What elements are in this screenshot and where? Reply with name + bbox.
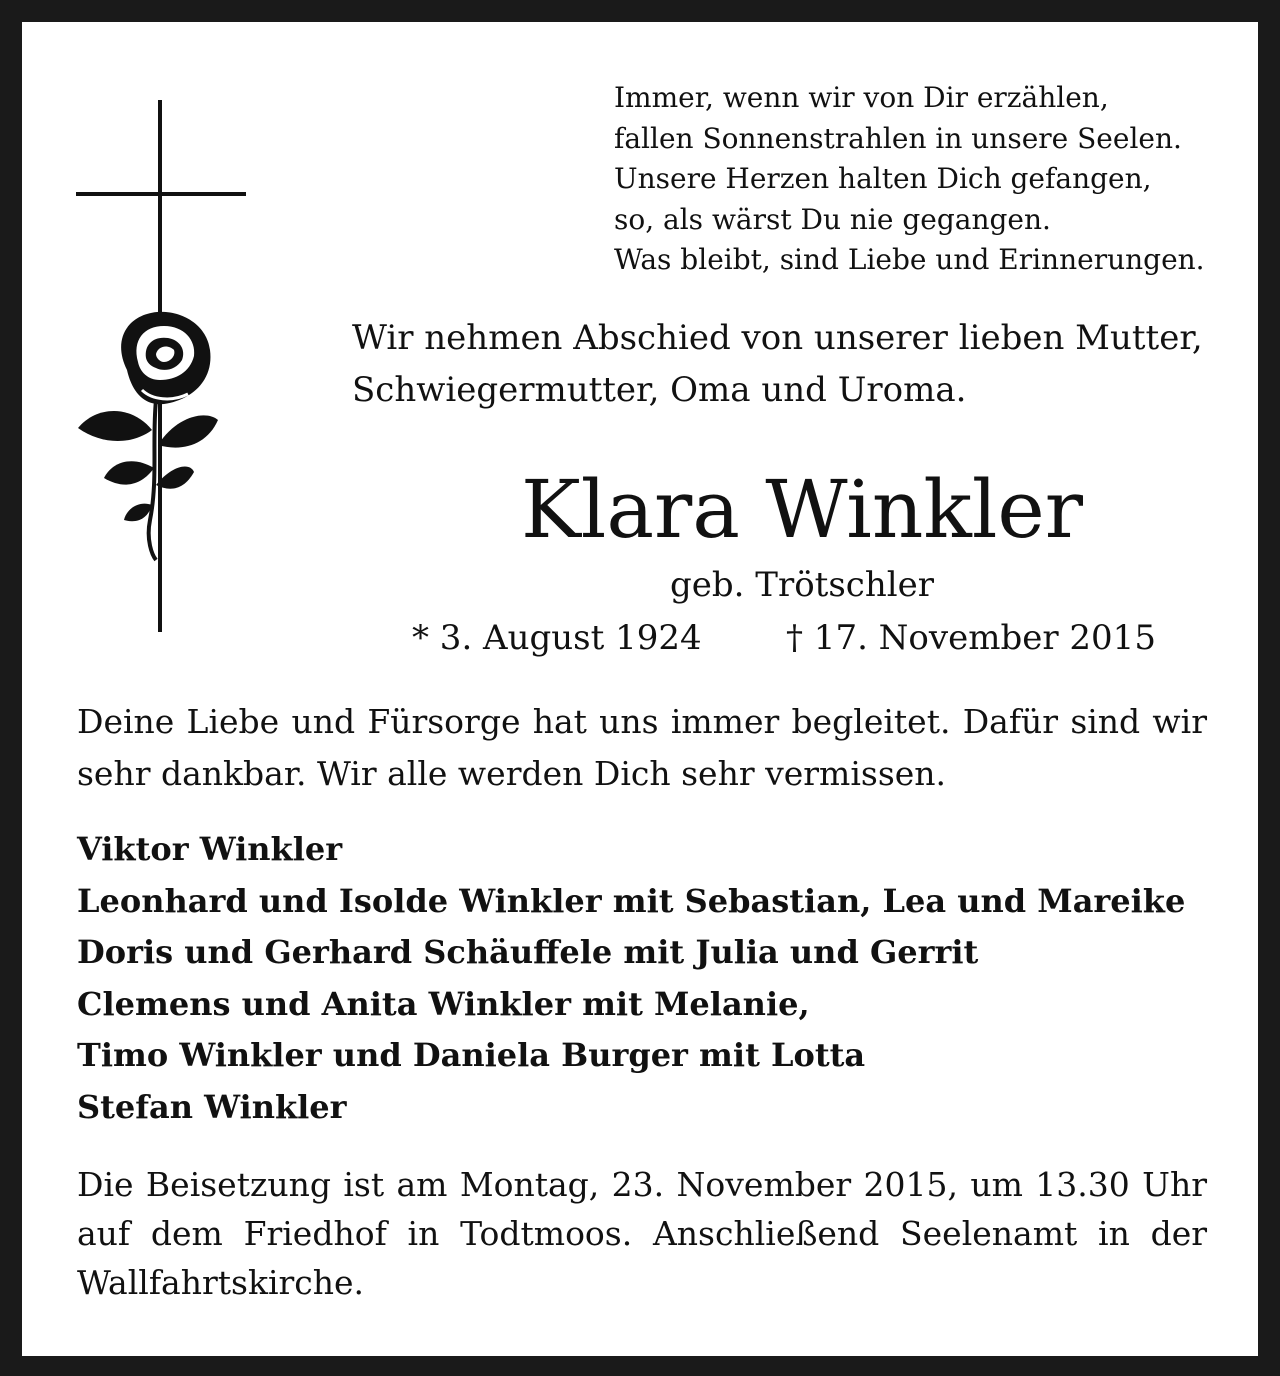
family-list (77, 824, 1217, 1133)
birth-name: geb. Trötschler (670, 565, 934, 605)
burial-info: Die Beisetzung ist am Montag, 23. November 2015, um 13.30 Uhr auf dem Friedhof in Todtmoos. Anschließend Seelenamt in der Wallfahrtskirche. (77, 1165, 1207, 1302)
family-member: Stefan Winkler (77, 1087, 347, 1126)
farewell-intro: Wir nehmen Abschied von unserer lieben Mutter, Schwiegermutter, Oma und Uroma. (352, 318, 1203, 410)
death-date: † 17. November 2015 (786, 618, 1156, 658)
poem-line: Unsere Herzen halten Dich gefangen, (614, 162, 1152, 195)
family-member: Leonhard und Isolde Winkler mit Sebastian, Lea und Mareike (77, 881, 1186, 920)
family-member: Doris und Gerhard Schäuffele mit Julia und Gerrit (77, 933, 979, 971)
poem-line: so, als wärst Du nie gegangen. (614, 202, 1051, 236)
cross-with-rose-icon (72, 100, 252, 640)
family-member: Viktor Winkler (77, 830, 343, 868)
deceased-name: Klara Winkler (521, 463, 1083, 556)
obituary-card (22, 22, 1258, 1356)
poem-line: Was bleibt, sind Liebe und Erinnerungen. (614, 243, 1205, 276)
family-member: Timo Winkler und Daniela Burger mit Lotta (77, 1036, 866, 1074)
poem (614, 78, 1234, 281)
poem-line: fallen Sonnenstrahlen in unsere Seelen. (614, 121, 1182, 155)
poem-line: Immer, wenn wir von Dir erzählen, (614, 81, 1109, 114)
birth-date: * 3. August 1924 (412, 618, 702, 658)
family-member: Clemens und Anita Winkler mit Melanie, (77, 984, 810, 1023)
thanks-text: Deine Liebe und Fürsorge hat uns immer begleitet. Dafür sind wir sehr dankbar. Wir alle werden Dich sehr vermissen. (77, 702, 1207, 793)
